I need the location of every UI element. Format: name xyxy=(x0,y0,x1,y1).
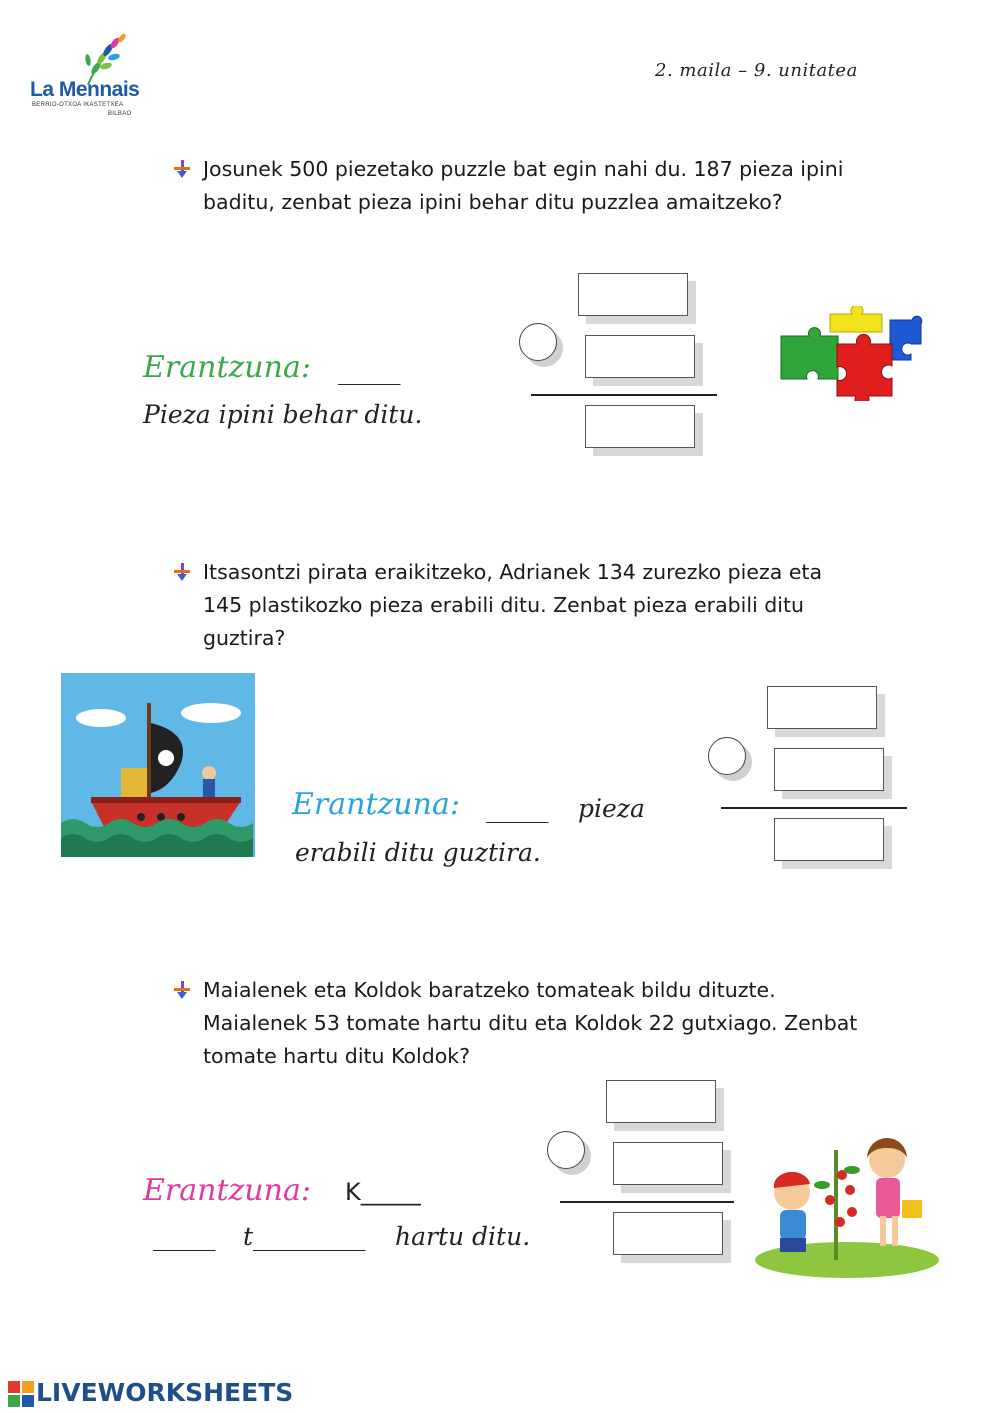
answer-2-text: erabili ditu guztira. xyxy=(295,838,541,867)
footer-brand-text: LIVEWORKSHEETS xyxy=(36,1378,294,1407)
problem-2-line: guztira? xyxy=(203,626,286,650)
operation-1-sign-circle[interactable] xyxy=(519,323,557,361)
operation-2-top-box[interactable] xyxy=(767,686,877,729)
bullet-arrow-icon xyxy=(172,980,192,1000)
answer-1-text: Pieza ipini behar ditu. xyxy=(143,400,423,429)
operation-1-line xyxy=(531,394,717,396)
answer-3-blank-word[interactable]: t_________ xyxy=(243,1222,366,1251)
problem-1-line: baditu, zenbat pieza ipini behar ditu puzzlea amaitzeko? xyxy=(203,190,783,214)
liveworksheets-logo-icon xyxy=(8,1381,34,1407)
operation-2-sign-circle[interactable] xyxy=(708,737,746,775)
puzzle-pieces-icon xyxy=(775,306,940,401)
problem-3-line: tomate hartu ditu Koldok? xyxy=(203,1044,471,1068)
operation-2-middle-box[interactable] xyxy=(774,748,884,791)
answer-3-blank[interactable]: K_____ xyxy=(345,1178,421,1206)
operation-3-top-box[interactable] xyxy=(606,1080,716,1123)
answer-3-label: Erantzuna: xyxy=(143,1173,311,1208)
answer-1-blank[interactable]: _____ xyxy=(338,356,401,385)
kids-tomato-garden-image xyxy=(752,1130,942,1280)
answer-3-blank-number[interactable]: _____ xyxy=(153,1222,216,1251)
logo-city: BILBAO xyxy=(108,111,132,117)
problem-1-line: Josunek 500 piezetako puzzle bat egin nahi du. 187 pieza ipini xyxy=(203,157,844,181)
answer-2-label: Erantzuna: xyxy=(292,787,460,822)
problem-3-line: Maialenek eta Koldok baratzeko tomateak bildu dituzte. xyxy=(203,978,776,1002)
school-logo xyxy=(28,30,140,122)
answer-2-blank[interactable]: _____ xyxy=(486,794,549,823)
operation-1-middle-box[interactable] xyxy=(585,335,695,378)
operation-3-line xyxy=(560,1201,734,1203)
operation-3-result-box[interactable] xyxy=(613,1212,723,1255)
problem-1-text xyxy=(203,153,843,219)
operation-2-line xyxy=(721,807,907,809)
operation-1-result-box[interactable] xyxy=(585,405,695,448)
problem-2-text xyxy=(203,556,822,655)
operation-1-top-box[interactable] xyxy=(578,273,688,316)
answer-3-text: hartu ditu. xyxy=(395,1222,531,1251)
problem-3-text xyxy=(203,974,857,1073)
operation-3-middle-box[interactable] xyxy=(613,1142,723,1185)
problem-2-line: Itsasontzi pirata eraikitzeko, Adrianek 134 zurezko pieza eta xyxy=(203,560,823,584)
operation-2-result-box[interactable] xyxy=(774,818,884,861)
bullet-arrow-icon xyxy=(172,562,192,582)
logo-subtitle: BERRIO-OTXOA IKASTETXEA xyxy=(32,102,124,108)
problem-2-line: 145 plastikozko pieza erabili ditu. Zenbat pieza erabili ditu xyxy=(203,593,805,617)
bullet-arrow-icon xyxy=(172,159,192,179)
unit-title: 2. maila – 9. unitatea xyxy=(655,60,858,81)
operation-3-sign-circle[interactable] xyxy=(547,1131,585,1169)
answer-2-after: pieza xyxy=(578,794,645,823)
pirate-ship-image xyxy=(61,673,255,857)
problem-3-line: Maialenek 53 tomate hartu ditu eta Koldok 22 gutxiago. Zenbat xyxy=(203,1011,858,1035)
answer-1-label: Erantzuna: xyxy=(143,350,311,385)
logo-name: La Mennais xyxy=(30,78,140,101)
